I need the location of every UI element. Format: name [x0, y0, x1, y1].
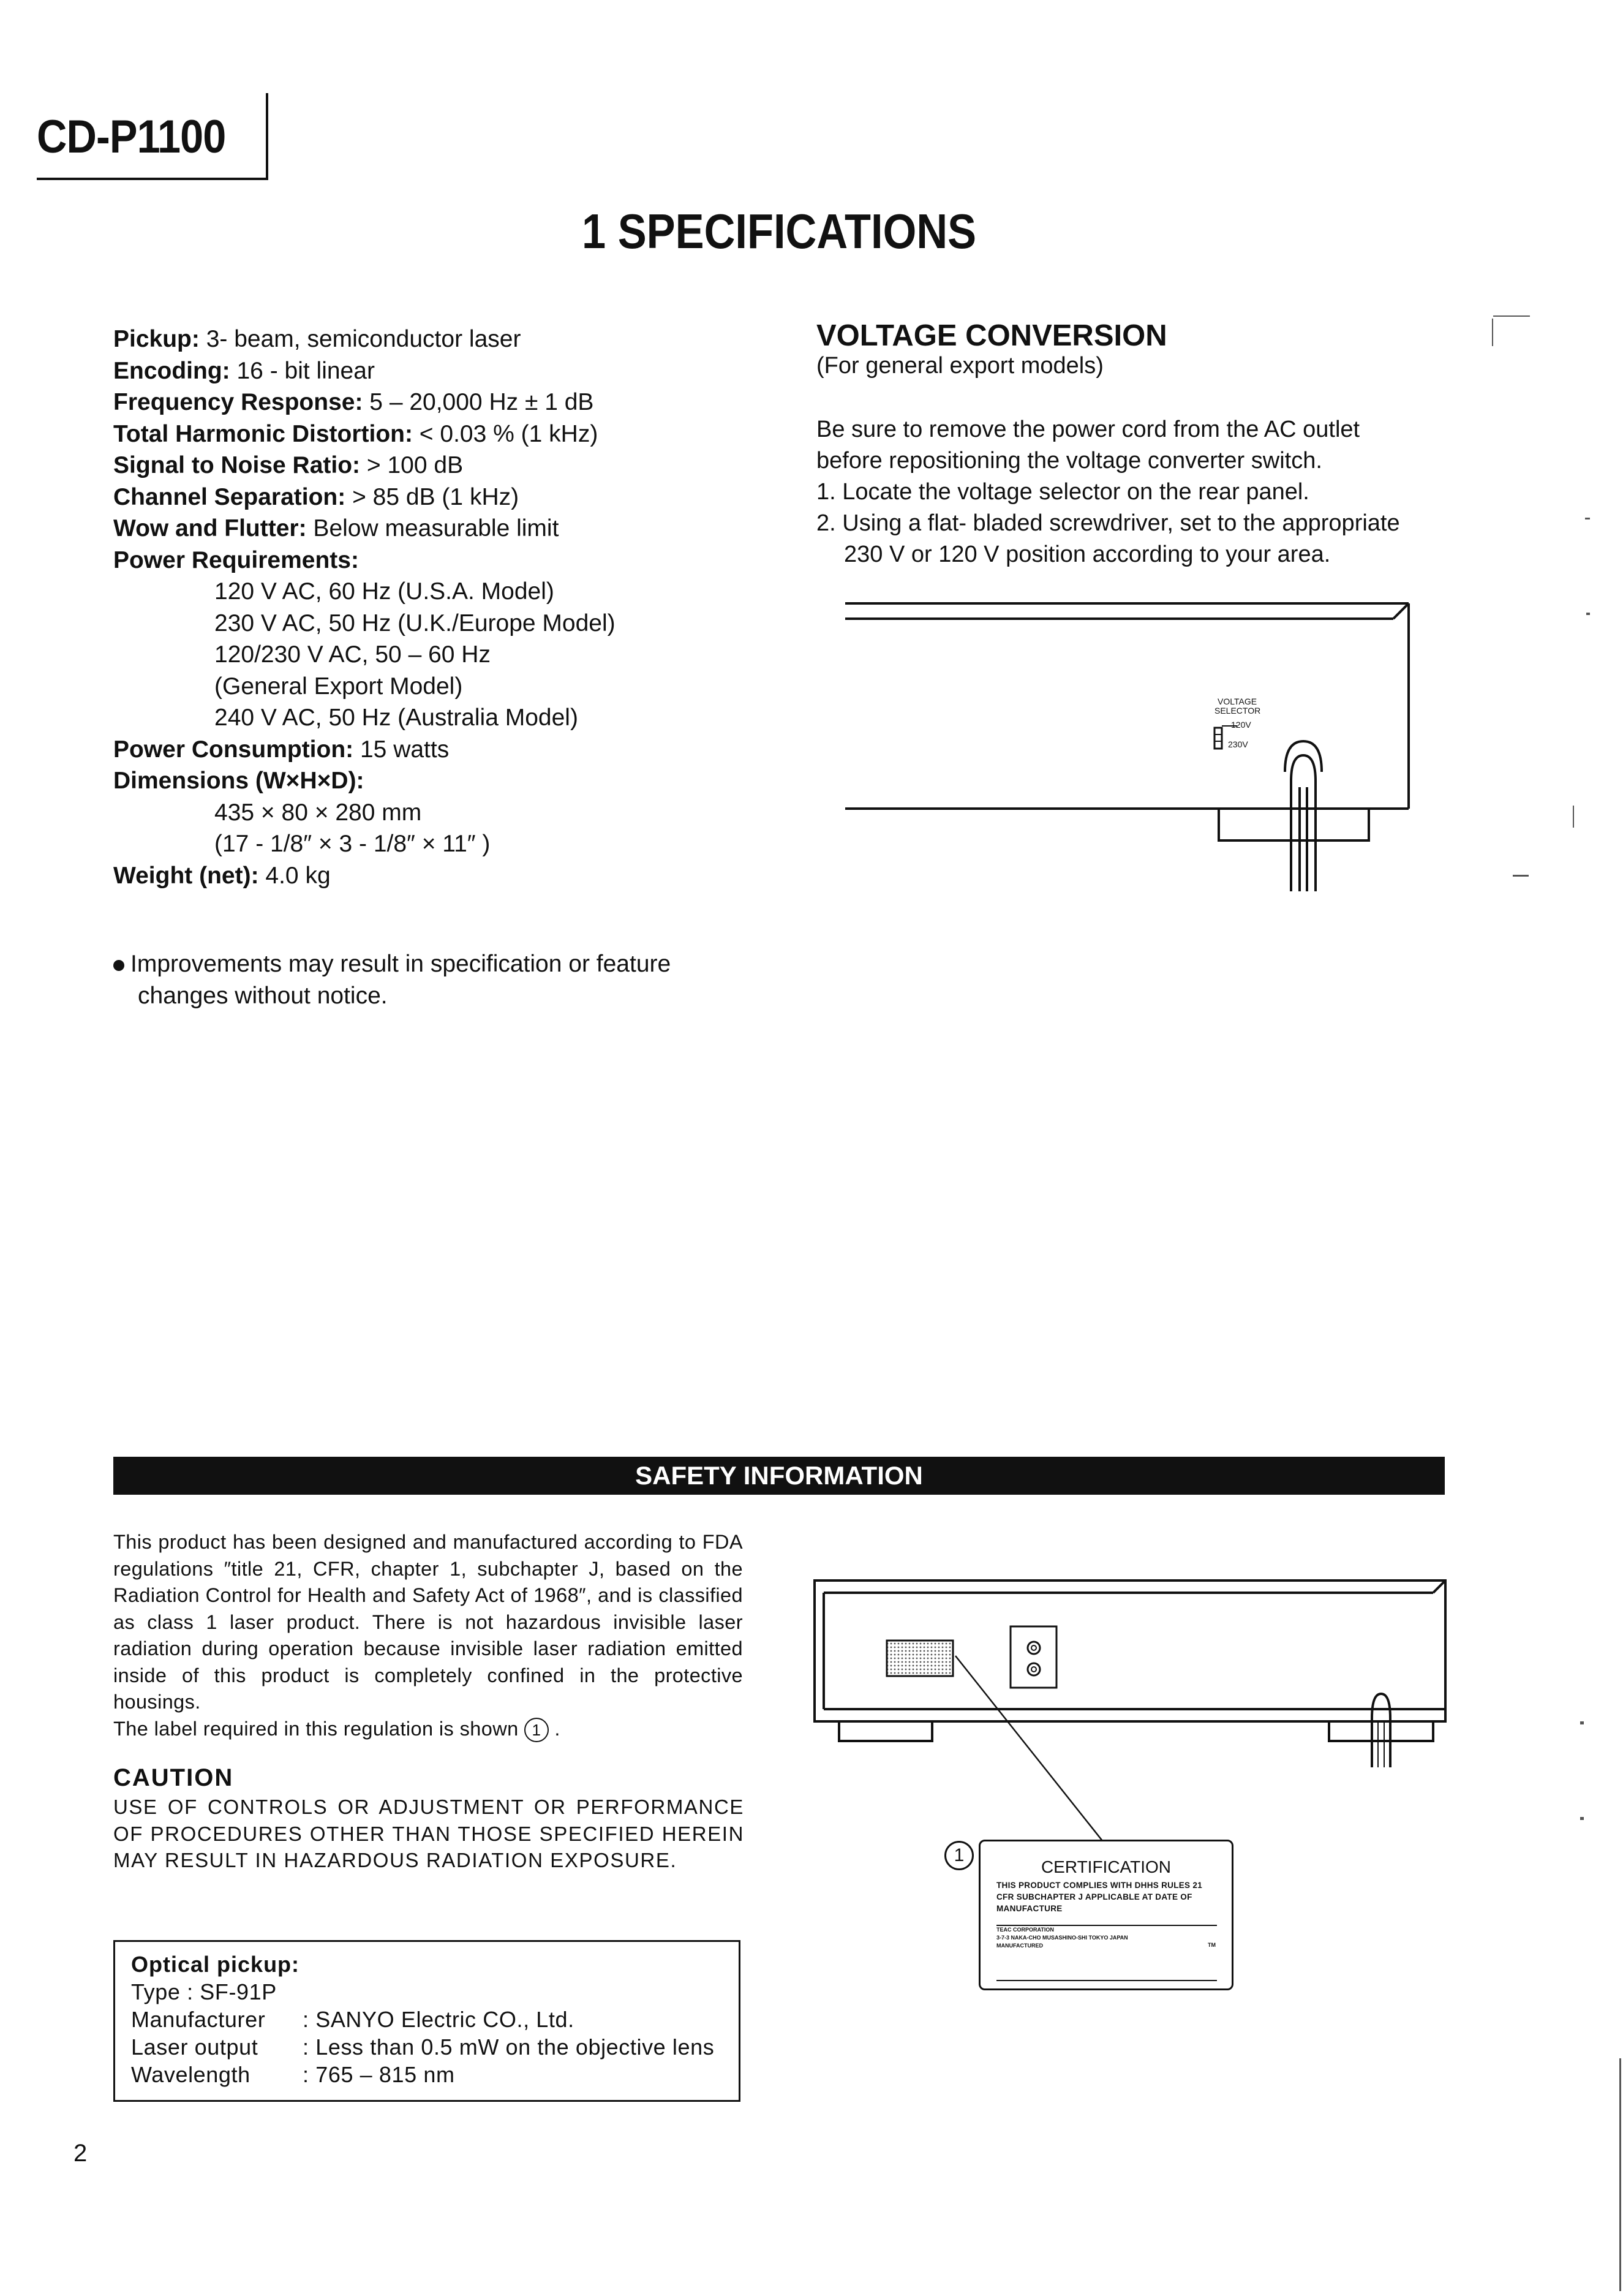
- optical-label: Manufacturer: [131, 2007, 266, 2032]
- optical-row-laser: [131, 2033, 714, 2061]
- power-cord-icon: [1372, 1694, 1390, 1767]
- safety-paragraph: This product has been designed and manufactured according to FDA regulations ″title 21, CFR, chapter 1, subchapter J, based on the Radiation Control for Health and Safety Act of 1968″, and is classified as class 1 laser product. There is not hazardous invisible laser radiation during operation because invisible laser radiation emitted inside of this product is completely confined in the protective housings. The label required in this regulation is shown 1 .: [113, 1529, 743, 1742]
- spec-value: 15 watts: [353, 736, 450, 763]
- maker-line: MANUFACTURED: [996, 1943, 1043, 1949]
- scan-speck: [1580, 1721, 1584, 1724]
- optical-row-type: [131, 1978, 714, 2006]
- optical-label: Wavelength: [131, 2062, 250, 2087]
- optical-label: Type: [131, 1979, 181, 2004]
- model-title: CD-P1100: [37, 111, 226, 163]
- spec-value: Below measurable limit: [306, 515, 559, 542]
- certification-text: THIS PRODUCT COMPLIES WITH DHHS RULES 21 CFR SUBCHAPTER J APPLICABLE AT DATE OF MANUFACTURE: [996, 1881, 1203, 1913]
- scan-edge: [1619, 2058, 1621, 2291]
- power-line: 120 V AC, 60 Hz (U.S.A. Model): [214, 578, 554, 605]
- spec-snr: [113, 450, 763, 481]
- spec-encoding: [113, 355, 763, 387]
- rca-jack-icon: [1028, 1663, 1040, 1675]
- spec-label: Power Requirements:: [113, 546, 359, 573]
- spec-label: Frequency Response:: [113, 389, 363, 415]
- selector-label: SELECTOR: [1214, 706, 1261, 716]
- output-jack-panel: [1011, 1626, 1056, 1688]
- power-line: 240 V AC, 50 Hz (Australia Model): [214, 704, 578, 731]
- selector-option-120: 120V: [1231, 720, 1251, 730]
- selector-option-230: 230V: [1228, 739, 1248, 749]
- vc-step: 1. Locate the voltage selector on the rear panel.: [816, 479, 1309, 505]
- notice-line: Improvements may result in specification or feature: [130, 951, 671, 977]
- power-line: 120/230 V AC, 50 – 60 Hz: [214, 641, 491, 668]
- certification-marker-icon: 1: [944, 1841, 974, 1870]
- spec-value: > 100 dB: [360, 452, 464, 478]
- optical-value: : Less than 0.5 mW on the objective lens: [303, 2034, 715, 2060]
- bullet-icon: [113, 960, 124, 971]
- rca-jack-icon: [1028, 1642, 1040, 1654]
- selector-label: VOLTAGE: [1218, 697, 1257, 706]
- panel-foot: [1219, 809, 1369, 840]
- label-marker-icon: 1: [524, 1718, 549, 1742]
- vc-step: 230 V or 120 V position according to your area.: [844, 542, 1331, 567]
- spec-wow-flutter: [113, 513, 763, 545]
- spec-label: Encoding:: [113, 357, 230, 384]
- certification-tm: TM: [1208, 1942, 1216, 1948]
- scan-speck: [1580, 1817, 1584, 1820]
- certification-signature-line: [996, 1980, 1217, 1981]
- spec-label: Dimensions (W×H×D):: [113, 768, 364, 794]
- optical-value: : 765 – 815 nm: [303, 2062, 455, 2087]
- power-line: 230 V AC, 50 Hz (U.K./Europe Model): [214, 610, 616, 636]
- spec-value: 5 – 20,000 Hz ± 1 dB: [363, 389, 594, 415]
- improvements-notice: [113, 948, 763, 1012]
- page-title: 1 SPECIFICATIONS: [582, 204, 977, 259]
- optical-pickup-title: Optical pickup:: [131, 1952, 300, 1977]
- certification-title: CERTIFICATION: [1041, 1857, 1172, 1876]
- page-number: 2: [73, 2140, 88, 2167]
- optical-label: Laser output: [131, 2034, 258, 2060]
- scan-speck: [1573, 806, 1574, 828]
- spec-power-requirements: [113, 545, 763, 576]
- spec-value: < 0.03 % (1 kHz): [412, 420, 598, 447]
- vc-line: before repositioning the voltage converter switch.: [816, 448, 1322, 474]
- spec-channel-separation: [113, 481, 763, 513]
- dimension-line: (17 - 1/8″ × 3 - 1/8″ × 11″ ): [214, 831, 491, 857]
- spec-value: 4.0 kg: [258, 862, 331, 889]
- certification-label: [979, 1840, 1233, 1990]
- maker-line: 3-7-3 NAKA-CHO MUSASHINO-SHI TOKYO JAPAN: [996, 1935, 1128, 1941]
- spec-value: > 85 dB (1 kHz): [345, 483, 519, 510]
- safety-information-header: SAFETY INFORMATION: [113, 1457, 1445, 1495]
- scan-speck: [1586, 613, 1590, 615]
- caution-title: CAUTION: [113, 1764, 234, 1791]
- spec-label: Signal to Noise Ratio:: [113, 452, 361, 478]
- optical-row-wavelength: [131, 2061, 714, 2088]
- spec-pickup: [113, 323, 763, 355]
- spec-thd: [113, 418, 763, 450]
- spec-value: 3- beam, semiconductor laser: [199, 326, 521, 352]
- optical-value: : SF-91P: [187, 1979, 277, 2004]
- spec-label: Weight (net):: [113, 862, 259, 889]
- spec-label: Total Harmonic Distortion:: [113, 420, 413, 447]
- spec-list: [113, 323, 763, 891]
- spec-label: Pickup:: [113, 326, 200, 352]
- vc-step: 2. Using a flat- bladed screwdriver, set to the appropriate: [816, 510, 1400, 536]
- scan-speck: [1513, 875, 1529, 877]
- optical-pickup-box: [113, 1940, 740, 2102]
- caution-text: USE OF CONTROLS OR ADJUSTMENT OR PERFORMANCE OF PROCEDURES OTHER THAN THOSE SPECIFIED HEREIN MAY RESULT IN HAZARDOUS RADIATION EXPOSURE.: [113, 1796, 744, 1871]
- rear-foot-left: [839, 1721, 932, 1741]
- model-header-divider: [266, 93, 268, 179]
- certification-label-location: [887, 1641, 953, 1676]
- rear-foot-right: [1329, 1721, 1433, 1741]
- power-line: (General Export Model): [214, 673, 463, 700]
- spec-label: Power Consumption:: [113, 736, 354, 763]
- voltage-selector-switch-icon: [1214, 728, 1222, 749]
- spec-weight: [113, 860, 763, 892]
- safety-label-sentence: The label required in this regulation is shown: [113, 1717, 519, 1740]
- spec-power-consumption: [113, 734, 763, 766]
- spec-value: 16 - bit linear: [230, 357, 375, 384]
- scan-speck: [1493, 315, 1530, 317]
- voltage-conversion-subtitle: (For general export models): [816, 353, 1104, 379]
- safety-body: This product has been designed and manufactured according to FDA regulations ″title 21, CFR, chapter 1, subchapter J, based on the Radiation Control for Health and Safety Act of 1968″, and is classified as class 1 laser product. There is not hazardous invisible laser radiation during operation because invisible laser radiation emitted inside of this product is completely confined in the protective housings.: [113, 1531, 743, 1713]
- spec-label: Channel Separation:: [113, 483, 346, 510]
- maker-line: TEAC CORPORATION: [996, 1927, 1054, 1933]
- model-header-underline: [37, 178, 268, 180]
- voltage-conversion-body: [816, 414, 1447, 570]
- scan-speck: [1585, 518, 1590, 519]
- power-cord-icon: [1291, 755, 1316, 891]
- dimension-line: 435 × 80 × 280 mm: [214, 799, 422, 826]
- optical-row-manufacturer: [131, 2006, 714, 2033]
- certification-maker: [996, 1926, 1217, 1950]
- rear-panel-voltage-figure: [845, 597, 1421, 891]
- optical-value: : SANYO Electric CO., Ltd.: [303, 2007, 574, 2032]
- spec-frequency-response: [113, 387, 763, 418]
- scan-speck: [1492, 319, 1493, 346]
- label-leader-line: [955, 1656, 1102, 1841]
- notice-line: changes without notice.: [138, 983, 388, 1009]
- spec-dimensions: [113, 765, 763, 797]
- voltage-conversion-title: VOLTAGE CONVERSION: [816, 319, 1167, 352]
- panel-side-edge: [1393, 603, 1409, 619]
- spec-label: Wow and Flutter:: [113, 515, 307, 542]
- vc-line: Be sure to remove the power cord from the AC outlet: [816, 417, 1360, 442]
